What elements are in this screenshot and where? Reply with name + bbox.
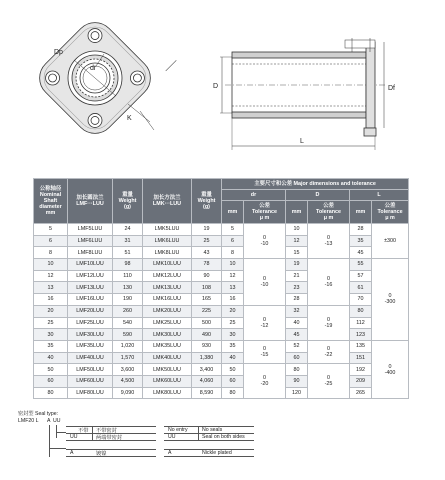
d-mm-cell: 90 <box>286 375 308 387</box>
weight-square-cell: 108 <box>192 282 222 294</box>
seal-code: LMF20 L <box>18 418 39 424</box>
dr-tolerance-cell: 0 -10 <box>244 224 286 259</box>
dr-mm-cell: 20 <box>222 305 244 317</box>
model-square-cell: LMK20LUU <box>143 305 192 317</box>
d-tolerance-cell: 0 -16 <box>308 259 350 306</box>
shaft-diameter-cell: 12 <box>34 270 68 282</box>
dr-mm-cell: 80 <box>222 387 244 399</box>
model-round-cell: LMF10LUU <box>68 259 113 271</box>
d-tol-header: 公差 Tolerance μ m <box>308 201 350 224</box>
weight-round-cell: 98 <box>113 259 143 271</box>
seal-en-none-short: No entry <box>168 426 188 433</box>
model-round-cell: LMF12LUU <box>68 270 113 282</box>
weight-square-cell: 78 <box>192 259 222 271</box>
weight-square-cell: 25 <box>192 235 222 247</box>
model-round-cell: LMF25LUU <box>68 317 113 329</box>
seal-en-a-desc: Nickle plated <box>202 450 232 456</box>
k-label: K <box>127 115 132 122</box>
table-row <box>34 235 409 247</box>
dr-tolerance-cell: 0 -20 <box>244 364 286 399</box>
l-mm-cell: 135 <box>350 340 372 352</box>
weight-round-cell: 51 <box>113 247 143 259</box>
weight-square-header: 重量 Weight (g) <box>192 179 222 224</box>
d-mm-cell: 120 <box>286 387 308 399</box>
shaft-diameter-cell: 25 <box>34 317 68 329</box>
weight-round-cell: 9,090 <box>113 387 143 399</box>
table-row <box>34 270 409 282</box>
l-mm-cell: 45 <box>350 247 372 259</box>
d-mm-cell: 15 <box>286 247 308 259</box>
d-mm-cell: 52 <box>286 340 308 352</box>
l-mm-cell: 61 <box>350 282 372 294</box>
model-square-cell: LMK25LUU <box>143 317 192 329</box>
dimension-table <box>33 178 409 399</box>
shaft-diameter-cell: 60 <box>34 375 68 387</box>
weight-square-cell: 90 <box>192 270 222 282</box>
d-mm-cell: 28 <box>286 294 308 306</box>
l-mm-cell: 123 <box>350 329 372 341</box>
shaft-diameter-cell: 35 <box>34 340 68 352</box>
table-row <box>34 247 409 259</box>
model-round-cell: LMF20LUU <box>68 305 113 317</box>
seal-cn-uu-code: UU <box>70 433 78 440</box>
l-label: L <box>300 138 304 145</box>
shaft-header: 公称轴径 Nominal Shaft diameter mm <box>34 179 68 224</box>
model-round-cell: LMF40LUU <box>68 352 113 364</box>
l-mm-cell: 209 <box>350 375 372 387</box>
d-mm-cell: 19 <box>286 259 308 271</box>
df-label: Df <box>388 85 395 92</box>
l-tolerance-cell: ±300 <box>372 224 409 259</box>
dr-mm-cell: 35 <box>222 340 244 352</box>
major-dimensions-header: 主要尺寸和公差 Major dimensions and tolerance <box>222 179 409 190</box>
d-mm-cell: 40 <box>286 317 308 329</box>
shaft-diameter-cell: 50 <box>34 364 68 376</box>
weight-round-cell: 260 <box>113 305 143 317</box>
shaft-diameter-cell: 20 <box>34 305 68 317</box>
model-square-cell: LMK8LUU <box>143 247 192 259</box>
weight-round-cell: 24 <box>113 224 143 236</box>
dr-tol-header: 公差 Tolerance μ m <box>244 201 286 224</box>
dr-mm-cell: 5 <box>222 224 244 236</box>
table-row <box>34 352 409 364</box>
shaft-diameter-cell: 5 <box>34 224 68 236</box>
seal-cn-a-code: A <box>70 450 74 456</box>
dr-mm-cell: 40 <box>222 352 244 364</box>
model-round-cell: LMF13LUU <box>68 282 113 294</box>
dr-mm-cell: 12 <box>222 270 244 282</box>
model-square-header: 加长方法兰 LMK···LUU <box>143 179 192 224</box>
table-row <box>34 294 409 306</box>
model-round-cell: LMF5LUU <box>68 224 113 236</box>
weight-round-cell: 4,500 <box>113 375 143 387</box>
weight-square-cell: 1,380 <box>192 352 222 364</box>
weight-round-cell: 540 <box>113 317 143 329</box>
d-mm-cell: 60 <box>286 352 308 364</box>
d-label: D <box>213 83 219 90</box>
dp-label: Dp <box>54 49 63 56</box>
d-mm-cell: 10 <box>286 224 308 236</box>
model-round-cell: LMF30LUU <box>68 329 113 341</box>
weight-square-cell: 8,590 <box>192 387 222 399</box>
table-row <box>34 317 409 329</box>
model-round-cell: LMF16LUU <box>68 294 113 306</box>
l-mm-cell: 151 <box>350 352 372 364</box>
dr-mm-header: mm <box>222 201 244 224</box>
dr-mm-cell: 50 <box>222 364 244 376</box>
weight-square-cell: 4,060 <box>192 375 222 387</box>
table-row <box>34 387 409 399</box>
l-mm-header: mm <box>350 201 372 224</box>
d-tolerance-cell: 0 -25 <box>308 364 350 399</box>
model-round-cell: LMF50LUU <box>68 364 113 376</box>
dr-mm-cell: 30 <box>222 329 244 341</box>
d-tolerance-cell: 0 -13 <box>308 224 350 259</box>
weight-round-cell: 130 <box>113 282 143 294</box>
l-mm-cell: 70 <box>350 294 372 306</box>
seal-en-uu-desc: Seal on both sides <box>202 433 245 440</box>
dr-tolerance-cell: 0 -10 <box>244 259 286 306</box>
model-square-cell: LMK80LUU <box>143 387 192 399</box>
shaft-diameter-cell: 80 <box>34 387 68 399</box>
model-square-cell: LMK12LUU <box>143 270 192 282</box>
seal-title: 密封型 Seal type: <box>18 411 59 417</box>
seal-en-uu-code: UU <box>168 433 176 440</box>
weight-square-cell: 165 <box>192 294 222 306</box>
model-square-cell: LMK60LUU <box>143 375 192 387</box>
seal-cn-uu-desc: 两端带密封 <box>96 434 122 441</box>
weight-square-cell: 43 <box>192 247 222 259</box>
dr-mm-cell: 16 <box>222 294 244 306</box>
d-mm-cell: 45 <box>286 329 308 341</box>
d-header: D <box>286 190 350 201</box>
dr-mm-cell: 25 <box>222 317 244 329</box>
weight-square-cell: 500 <box>192 317 222 329</box>
dr-mm-cell: 13 <box>222 282 244 294</box>
l-mm-cell: 265 <box>350 387 372 399</box>
weight-square-cell: 930 <box>192 340 222 352</box>
shaft-diameter-cell: 13 <box>34 282 68 294</box>
table-row <box>34 305 409 317</box>
shaft-diameter-cell: 10 <box>34 259 68 271</box>
weight-round-cell: 110 <box>113 270 143 282</box>
d-tolerance-cell: 0 -22 <box>308 340 350 363</box>
weight-square-cell: 3,400 <box>192 364 222 376</box>
dr-label: dr <box>90 65 97 72</box>
model-square-cell: LMK50LUU <box>143 364 192 376</box>
dr-mm-cell: 60 <box>222 375 244 387</box>
side-view <box>220 38 385 150</box>
table-row <box>34 329 409 341</box>
table-row <box>34 259 409 271</box>
table-body <box>34 224 409 399</box>
d-mm-cell: 32 <box>286 305 308 317</box>
l-mm-cell: 35 <box>350 235 372 247</box>
table-row <box>34 282 409 294</box>
weight-round-cell: 190 <box>113 294 143 306</box>
table-row <box>34 364 409 376</box>
bearing-drawings <box>0 0 445 175</box>
dr-tolerance-cell: 0 -15 <box>244 340 286 363</box>
l-header: L <box>350 190 409 201</box>
model-square-cell: LMK40LUU <box>143 352 192 364</box>
seal-cn-a-desc: 镀镍 <box>96 451 107 457</box>
model-square-cell: LMK5LUU <box>143 224 192 236</box>
weight-square-cell: 490 <box>192 329 222 341</box>
shaft-diameter-cell: 8 <box>34 247 68 259</box>
weight-round-cell: 1,570 <box>113 352 143 364</box>
weight-round-cell: 31 <box>113 235 143 247</box>
d-mm-cell: 21 <box>286 270 308 282</box>
shaft-diameter-cell: 30 <box>34 329 68 341</box>
dr-mm-cell: 6 <box>222 235 244 247</box>
seal-code-a: A <box>47 418 51 424</box>
seal-en-none-desc: No seals <box>202 426 223 433</box>
model-square-cell: LMK30LUU <box>143 329 192 341</box>
weight-round-cell: 590 <box>113 329 143 341</box>
l-mm-cell: 28 <box>350 224 372 236</box>
table-row <box>34 340 409 352</box>
seal-cn-none-short: 不带 <box>78 427 89 434</box>
d-mm-cell: 23 <box>286 282 308 294</box>
model-round-cell: LMF8LUU <box>68 247 113 259</box>
model-square-cell: LMK16LUU <box>143 294 192 306</box>
weight-round-header: 重量 Weight (g) <box>113 179 143 224</box>
seal-code-uu: UU <box>53 418 61 424</box>
d-mm-cell: 80 <box>286 364 308 376</box>
d-mm-cell: 12 <box>286 235 308 247</box>
table-row <box>34 375 409 387</box>
model-square-cell: LMK35LUU <box>143 340 192 352</box>
model-round-cell: LMF60LUU <box>68 375 113 387</box>
shaft-diameter-cell: 16 <box>34 294 68 306</box>
l-mm-cell: 57 <box>350 270 372 282</box>
dr-mm-cell: 8 <box>222 247 244 259</box>
l-mm-cell: 80 <box>350 305 372 317</box>
model-round-cell: LMF80LUU <box>68 387 113 399</box>
model-round-cell: LMF6LUU <box>68 235 113 247</box>
shaft-diameter-cell: 40 <box>34 352 68 364</box>
l-tol-header: 公差 Tolerance μ m <box>372 201 409 224</box>
l-tolerance-cell: 0 -300 <box>372 259 409 341</box>
weight-square-cell: 225 <box>192 305 222 317</box>
l-mm-cell: 112 <box>350 317 372 329</box>
model-round-cell: LMF35LUU <box>68 340 113 352</box>
seal-en-a-code: A <box>168 450 172 456</box>
model-square-cell: LMK13LUU <box>143 282 192 294</box>
seal-cn-none-desc: 不带密封 <box>96 427 117 434</box>
model-square-cell: LMK6LUU <box>143 235 192 247</box>
d-tolerance-cell: 0 -19 <box>308 305 350 340</box>
shaft-diameter-cell: 6 <box>34 235 68 247</box>
model-square-cell: LMK10LUU <box>143 259 192 271</box>
l-mm-cell: 55 <box>350 259 372 271</box>
weight-square-cell: 19 <box>192 224 222 236</box>
model-round-header: 加长圆法兰 LMF···LUU <box>68 179 113 224</box>
seal-type-legend <box>16 410 276 480</box>
dr-tolerance-cell: 0 -12 <box>244 305 286 340</box>
l-tolerance-cell: 0 -400 <box>372 340 409 398</box>
l-mm-cell: 192 <box>350 364 372 376</box>
table-row <box>34 224 409 236</box>
front-view <box>31 0 176 142</box>
d-mm-header: mm <box>286 201 308 224</box>
weight-round-cell: 3,600 <box>113 364 143 376</box>
dr-mm-cell: 10 <box>222 259 244 271</box>
weight-round-cell: 1,020 <box>113 340 143 352</box>
dr-header: dr <box>222 190 286 201</box>
